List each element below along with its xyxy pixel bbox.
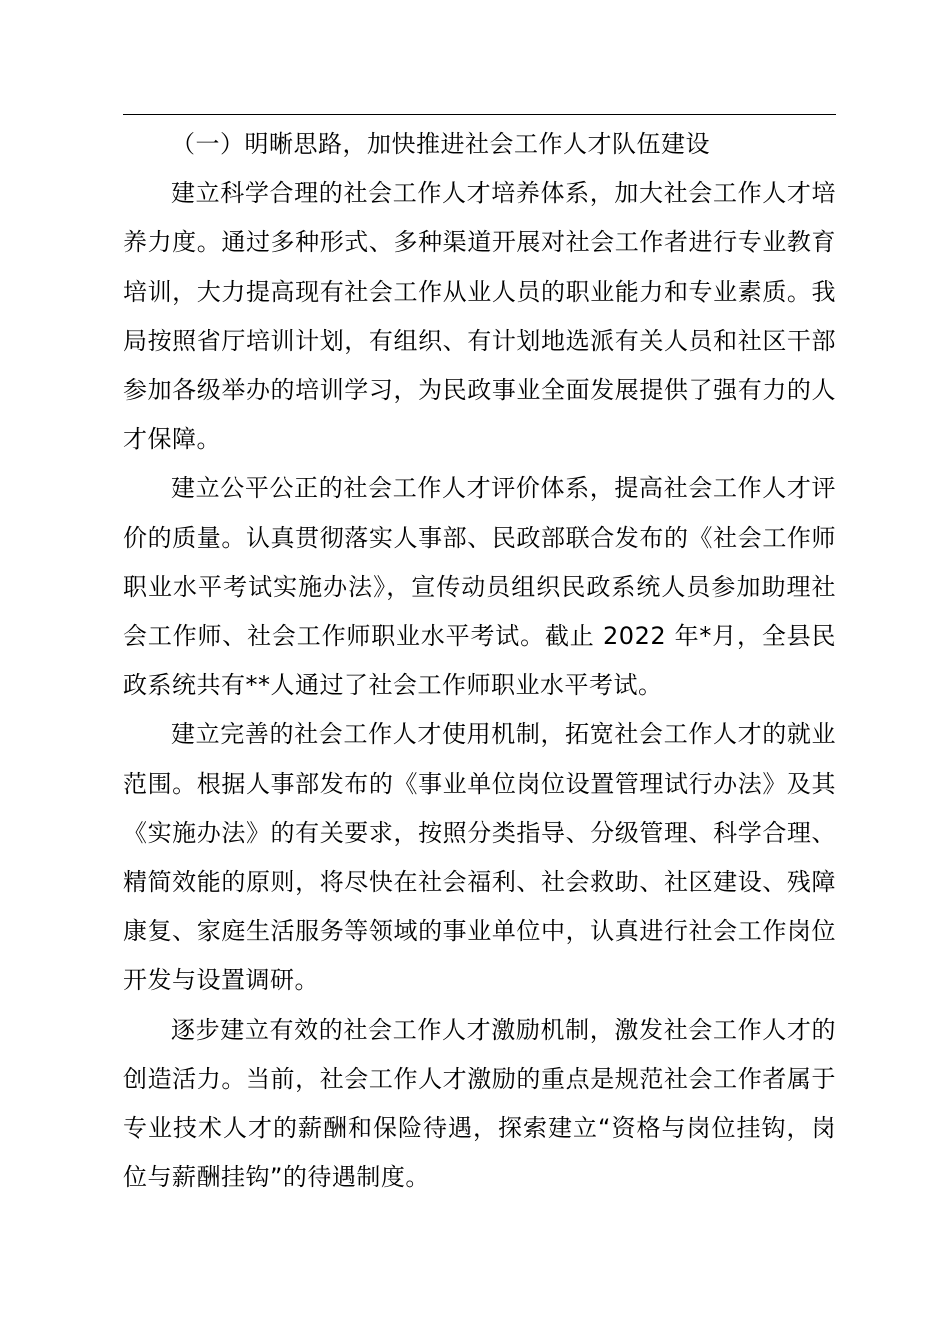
document-body [123, 120, 836, 1202]
section-heading: （一）明晰思路，加快推进社会工作人才队伍建设 [171, 130, 710, 158]
paragraph-training: 建立科学合理的社会工作人才培养体系，加大社会工作人才培养力度。通过多种形式、多种渠道开展对社会工作者进行专业教育培训，大力提高现有社会工作从业人员的职业能力和专业素质。我局按照省厅培训计划，有组织、有计划地选派有关人员和社区干部参加各级举办的培训学习，为民政事业全面发展提供了强有力的人才保障。 [123, 179, 836, 454]
paragraph-employment: 建立完善的社会工作人才使用机制，拓宽社会工作人才的就业范围。根据人事部发布的《事业单位岗位设置管理试行办法》及其《实施办法》的有关要求，按照分类指导、分级管理、科学合理、精简效能的原则，将尽快在社会福利、社会救助、社区建设、残障康复、家庭生活服务等领域的事业单位中，认真进行社会工作岗位开发与设置调研。 [123, 720, 836, 995]
paragraph-incentive: 逐步建立有效的社会工作人才激励机制，激发社会工作人才的创造活力。当前，社会工作人才激励的重点是规范社会工作者属于专业技术人才的薪酬和保险待遇，探索建立“资格与岗位挂钩，岗位与薪酬挂钩”的待遇制度。 [123, 1015, 836, 1192]
header-rule [123, 114, 836, 115]
paragraph-evaluation: 建立公平公正的社会工作人才评价体系，提高社会工作人才评价的质量。认真贯彻落实人事部、民政部联合发布的《社会工作师职业水平考试实施办法》，宣传动员组织民政系统人员参加助理社会工作师、社会工作师职业水平考试。截止 2022 年*月，全县民政系统共有**人通过了社会工作师职业水平考试。 [123, 474, 836, 700]
